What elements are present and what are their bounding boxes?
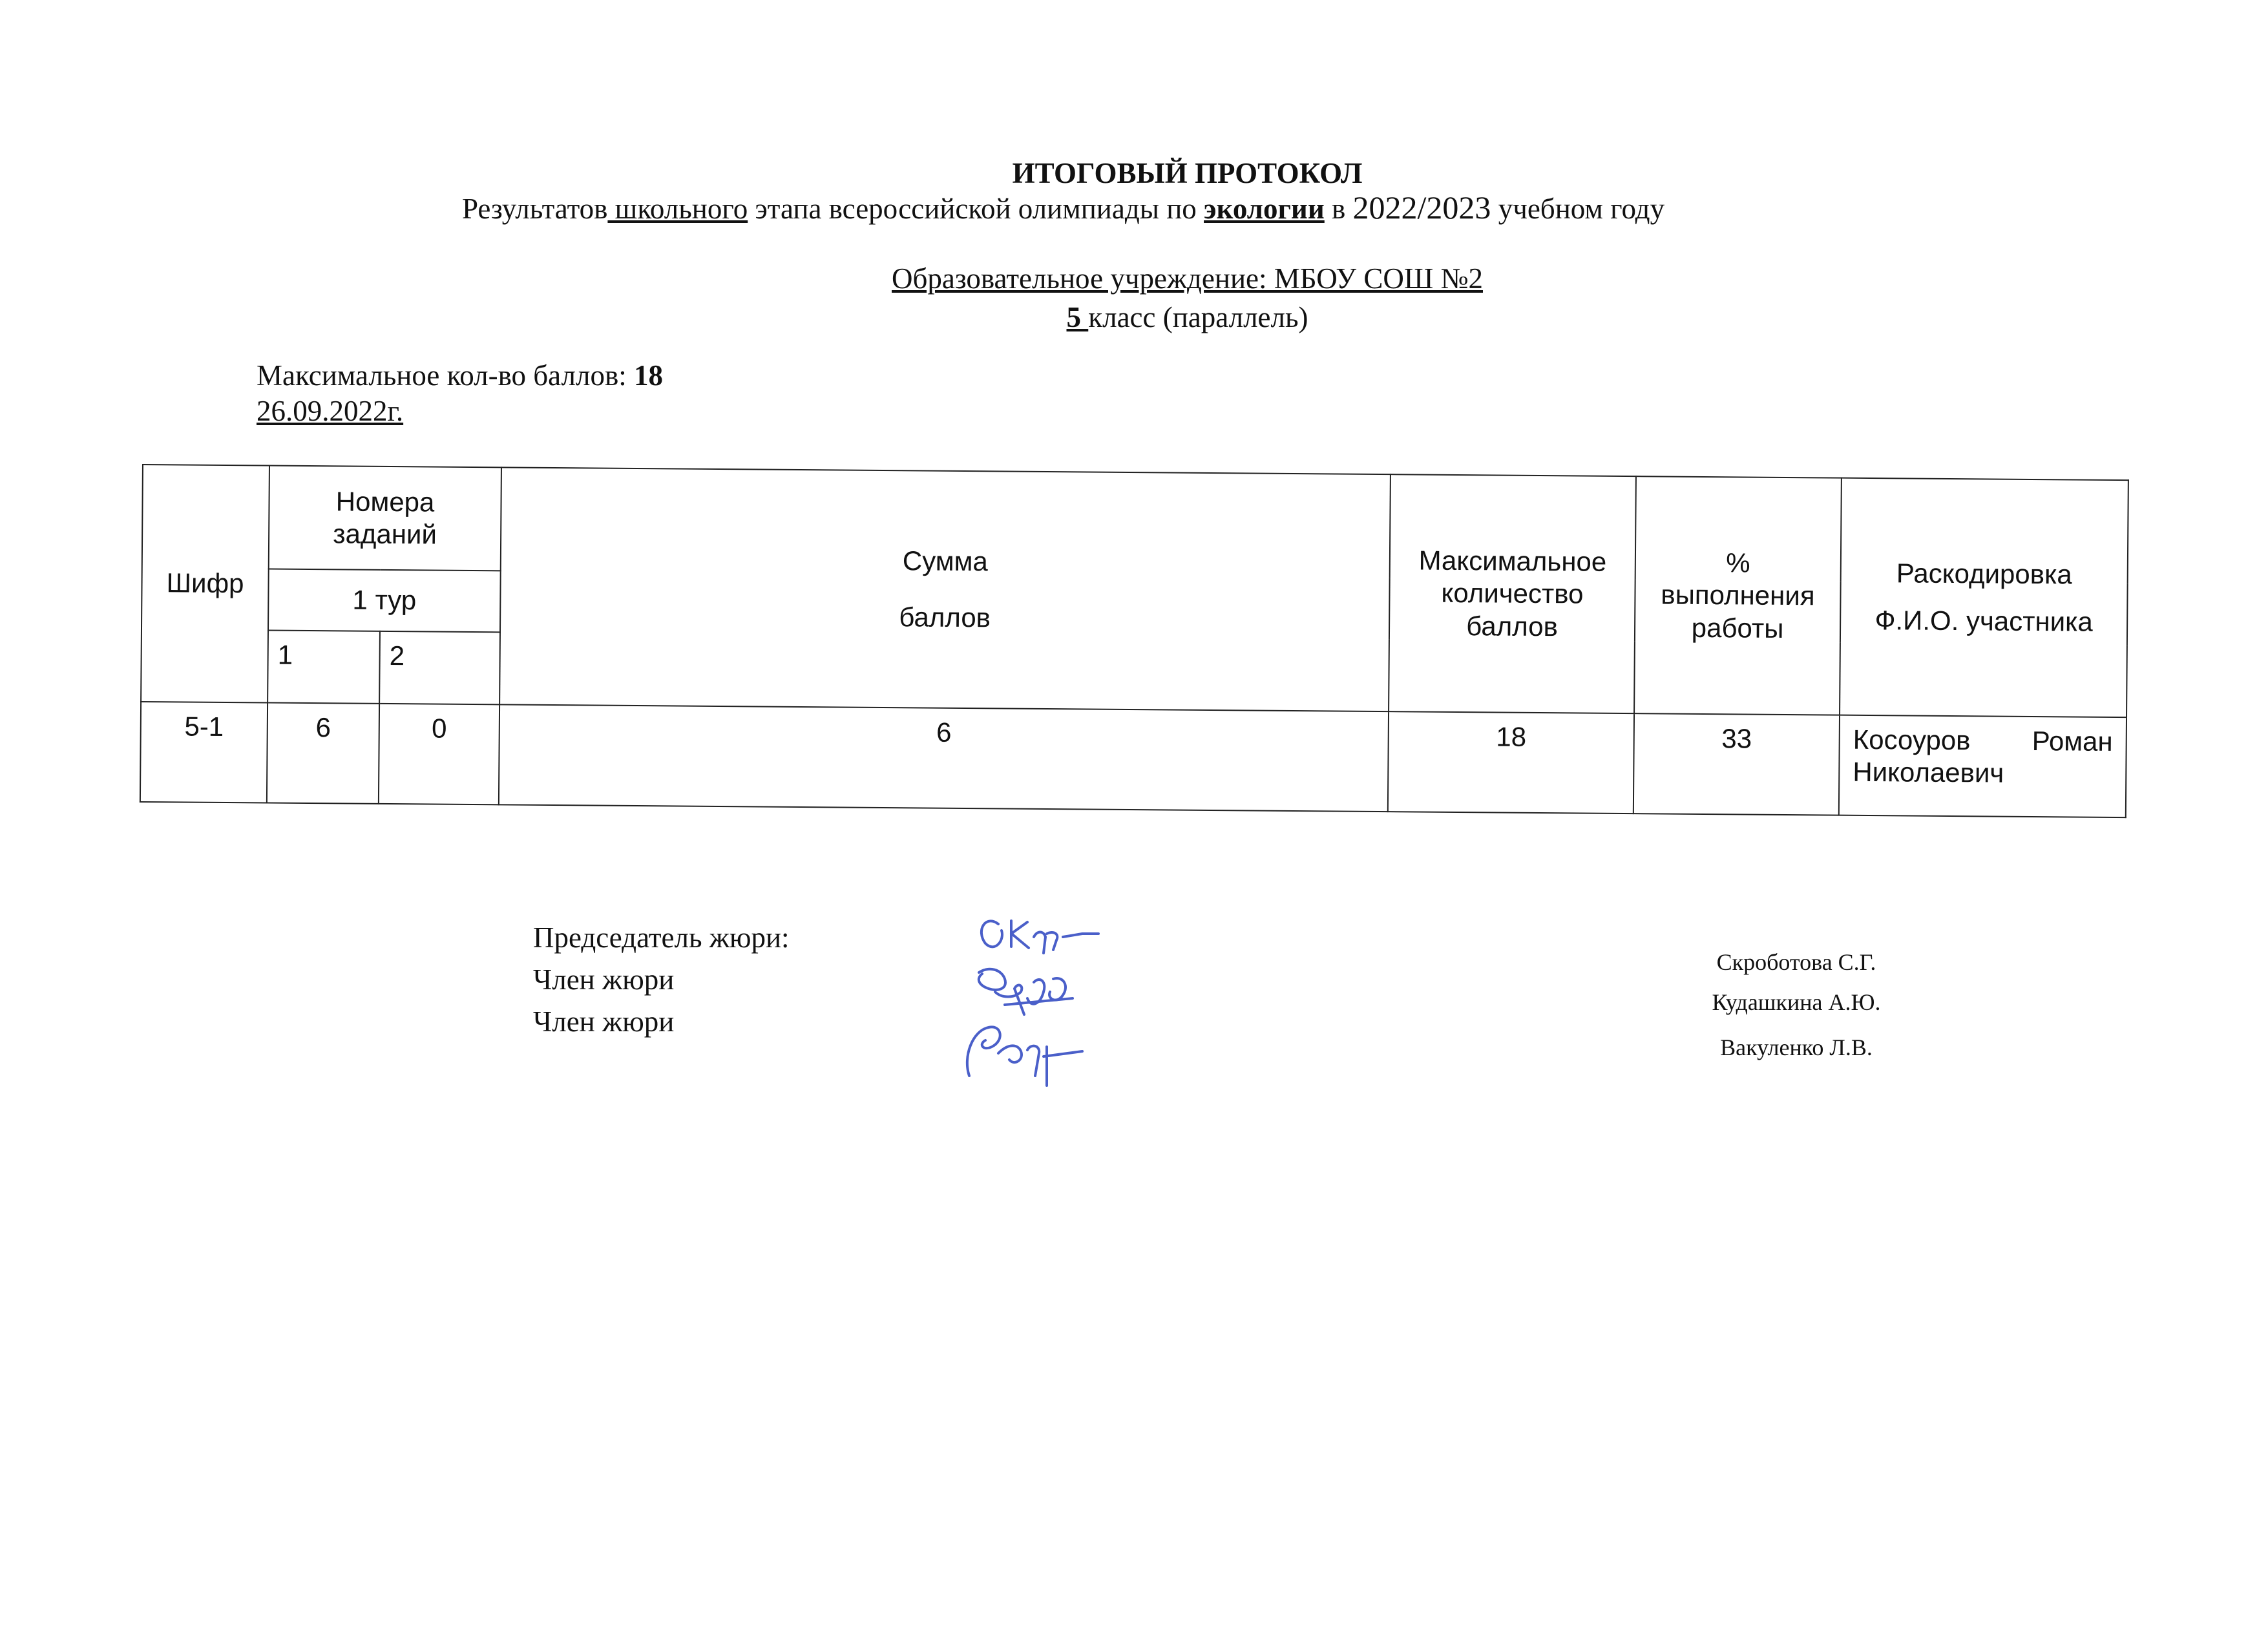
header-max-line1: Максимальное [1418,545,1607,577]
header-sum-line1: Сумма [902,545,989,577]
header-tasks [269,466,501,571]
jury-chair-name: Скроботова С.Г. [1716,949,1876,975]
subtitle-year: 2022/2023 [1352,189,1491,226]
table-row [140,702,2126,817]
subtitle-stage: школьного [607,193,748,225]
jury-member1-label: Член жюри [533,963,675,996]
row-percent: 33 [1721,723,1752,754]
subtitle-part4: учебном году [1491,193,1665,225]
cell-max [1388,711,1634,814]
protocol-title: ИТОГОВЫЙ ПРОТОКОЛ [1012,157,1363,189]
header-sum [499,467,1391,711]
row-name-line2: Николаевич [1853,757,2004,789]
header-decode-line2: Ф.И.О. участника [1874,604,2094,637]
header-code-label: Шифр [166,567,244,599]
header-round [268,569,501,633]
row-name-line1: Косоуров Роман [1853,724,2113,757]
subtitle-part2: этапа всероссийской олимпиады по [748,193,1204,225]
cell-sum [499,704,1389,812]
cell-percent [1633,713,1840,815]
header-tasks-line1: Номера [335,485,435,518]
cell-task1 [267,703,379,804]
results-table [140,464,2129,818]
header-task1-label: 1 [277,639,293,670]
header-percent [1634,476,1842,715]
handwritten-signatures [950,901,1144,1089]
max-score-label: Максимальное кол-во баллов: [257,359,634,392]
header-max-line2: количество [1441,578,1584,609]
row-task1-score: 6 [315,712,331,743]
max-score-value: 18 [633,359,663,392]
jury-chair-label: Председатель жюри: [533,921,790,954]
subtitle-part1: Результатов [462,193,608,225]
jury-member2-name: Вакуленко Л.В. [1720,1035,1873,1060]
school-line: Образовательное учреждение: МБОУ СОШ №2 [892,262,1483,295]
cell-code [140,702,268,803]
max-score-line [257,359,663,392]
jury-member2-label: Член жюри [533,1005,675,1038]
header-task1 [268,631,380,704]
header-code [141,465,269,703]
header-pct-line3: работы [1691,612,1784,644]
row-code: 5-1 [184,711,224,742]
protocol-subtitle [462,189,1664,226]
grade-number: 5 [1066,301,1089,333]
header-pct-line2: выполнения [1661,579,1815,611]
header-tasks-line2: заданий [333,518,437,550]
header-max [1389,474,1636,713]
header-pct-line1: % [1726,547,1750,578]
grade-line [0,300,2268,334]
jury-member1-name: Кудашкина А.Ю. [1712,989,1881,1015]
header-decode [1840,478,2128,717]
header-decode-line1: Раскодировка [1896,558,2072,590]
row-task2-score: 0 [431,713,447,744]
row-sum: 6 [936,717,952,748]
header-task2 [379,631,500,704]
cell-task2 [379,704,499,804]
header-sum-line2: баллов [899,601,991,633]
subtitle-subject: экологии [1204,193,1325,225]
header-max-line3: баллов [1466,610,1559,642]
date-line: 26.09.2022г. [257,395,404,427]
grade-text: класс (параллель) [1088,301,1308,333]
cell-name [1839,715,2126,817]
header-round-label: 1 тур [352,584,417,616]
subtitle-part3: в [1324,193,1353,225]
header-task2-label: 2 [389,640,405,671]
row-max: 18 [1496,721,1527,752]
